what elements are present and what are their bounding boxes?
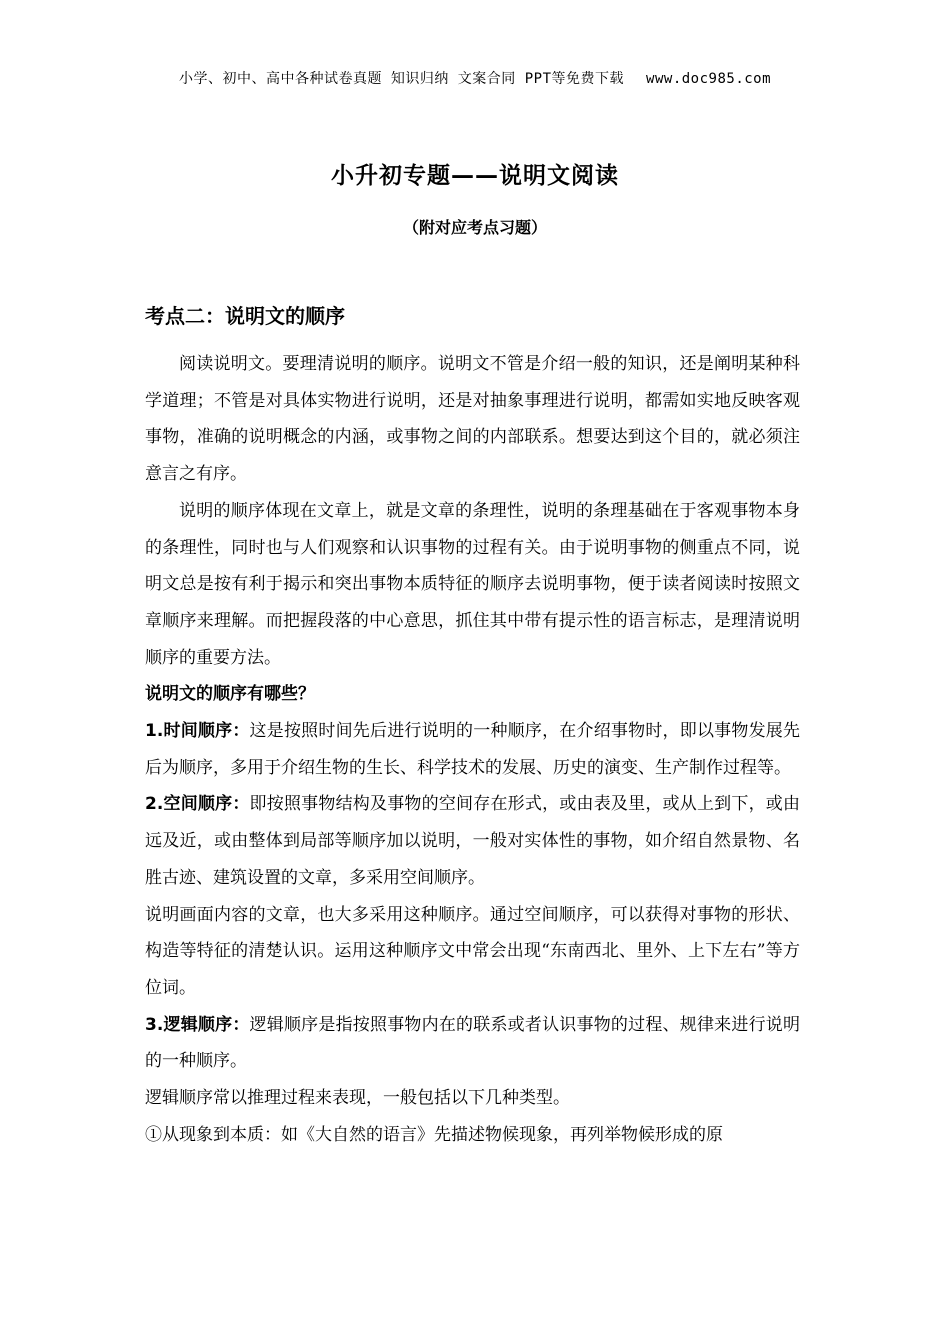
item-logic-order-label: 3.逻辑顺序：: [145, 1014, 250, 1035]
document-body: [145, 346, 800, 1153]
item-logic-order: [145, 1007, 800, 1080]
paragraph-logic-example: ①从现象到本质：如《大自然的语言》先描述物候现象，再列举物候形成的原: [145, 1124, 723, 1145]
paragraph-explanation: 说明的顺序体现在文章上，就是文章的条理性，说明的条理基础在于客观事物本身的条理性，同时也与人们观察和认识事物的过程有关。由于说明事物的侧重点不同，说明文总是按有利于揭示和突出事物本质特征的顺序去说明事物，便于读者阅读时按照文章顺序来理解。而把握段落的中心意思，抓住其中带有提示性的语言标志，是理清说明顺序的重要方法。: [145, 500, 800, 668]
item-space-order: [145, 786, 800, 896]
header-text: 小学、初中、高中各种试卷真题 知识归纳 文案合同 PPT等免费下载: [178, 71, 625, 87]
document-title: 小升初专题——说明文阅读: [331, 163, 619, 189]
item-logic-order-text: 逻辑顺序是指按照事物内在的联系或者认识事物的过程、规律来进行说明的一种顺序。: [145, 1014, 800, 1072]
item-time-order-label: 1.时间顺序：: [145, 721, 250, 742]
item-time-order-text: 这是按照时间先后进行说明的一种顺序，在介绍事物时，即以事物发展先后为顺序，多用于介绍生物的生长、科学技术的发展、历史的演变、生产制作过程等。: [145, 721, 800, 778]
item-space-order-label: 2.空间顺序：: [145, 794, 250, 815]
question-heading: 说明文的顺序有哪些？: [145, 684, 315, 705]
item-time-order: [145, 713, 800, 786]
document-subtitle: （附对应考点习题）: [402, 218, 547, 237]
paragraph-logic-types: 逻辑顺序常以推理过程来表现，一般包括以下几种类型。: [145, 1088, 570, 1109]
paragraph-space-detail: 说明画面内容的文章，也大多采用这种顺序。通过空间顺序，可以获得对事物的形状、构造等特征的清楚认识。运用这种顺序文中常会出现“东南西北、里外、上下左右”等方位词。: [145, 904, 800, 998]
header-url: www.doc985.com: [646, 71, 772, 87]
section-title: 考点二：说明文的顺序: [145, 304, 345, 328]
page-header: [0, 68, 950, 88]
item-space-order-text: 即按照事物结构及事物的空间存在形式，或由表及里，或从上到下，或由远及近，或由整体到局部等顺序加以说明，一般对实体性的事物，如介绍自然景物、名胜古迹、建筑设置的文章，多采用空间顺序。: [145, 794, 800, 888]
paragraph-intro: 阅读说明文。要理清说明的顺序。说明文不管是介绍一般的知识，还是阐明某种科学道理；不管是对具体实物进行说明，还是对抽象事理进行说明，都需如实地反映客观事物，准确的说明概念的内涵，或事物之间的内部联系。想要达到这个目的，就必须注意言之有序。: [145, 354, 800, 485]
